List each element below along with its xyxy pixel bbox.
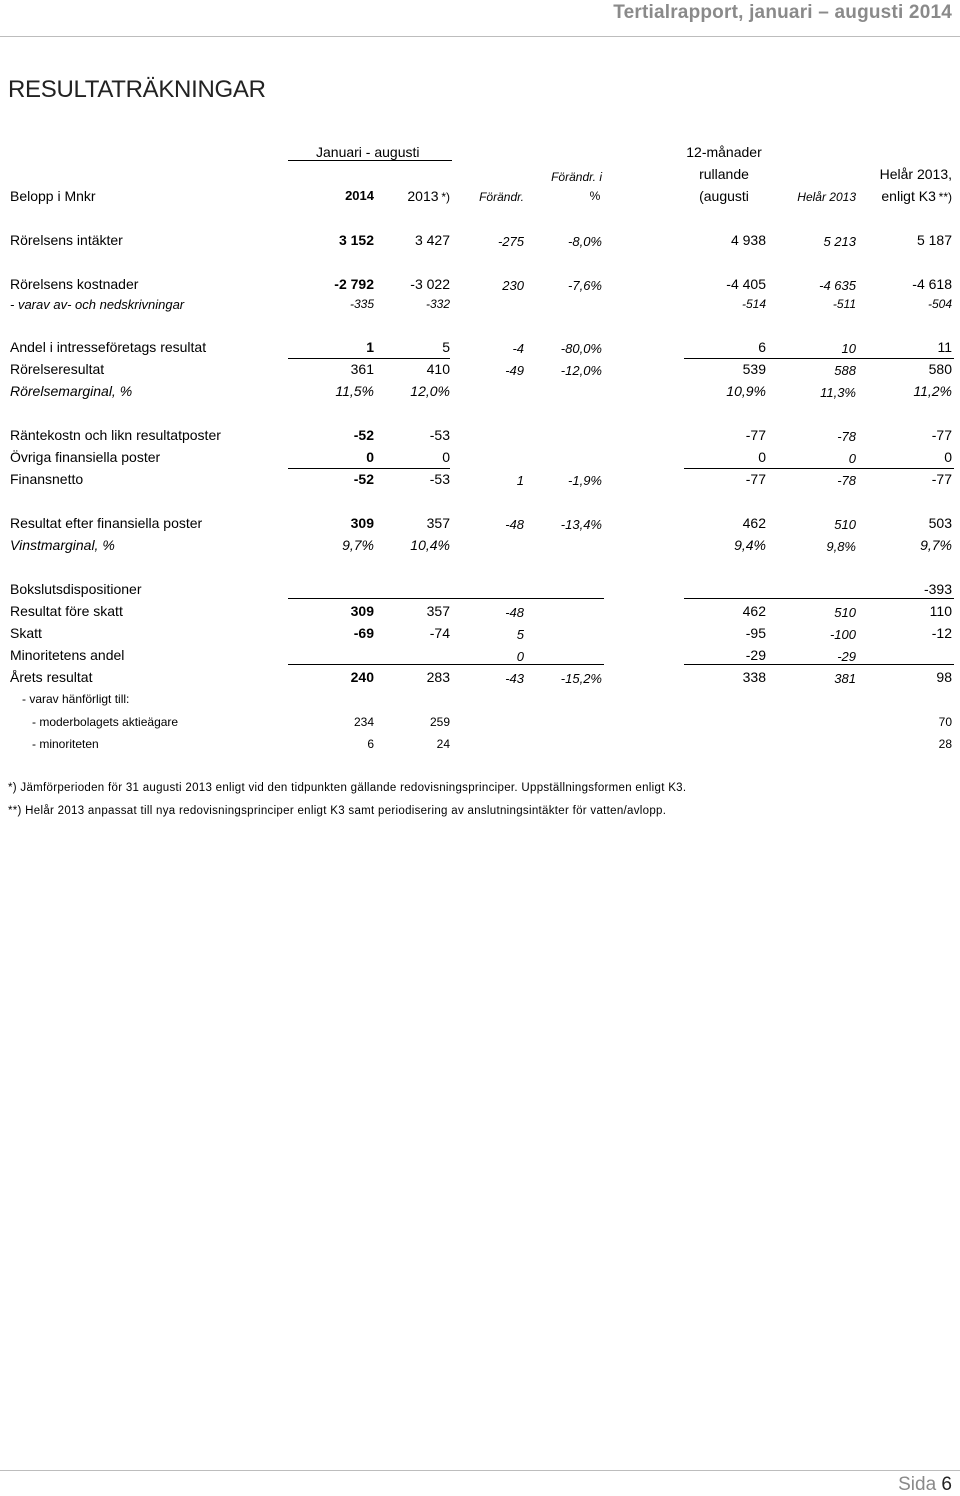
cell-h2013: 11,3% xyxy=(820,385,856,400)
helar-2013-header: Helår 2013 xyxy=(797,190,856,204)
cell-h2013: -4 635 xyxy=(819,278,856,293)
cell-v2014: -52 xyxy=(353,427,374,443)
cell-h2013: -78 xyxy=(837,429,856,444)
cell-roll: 462 xyxy=(742,603,766,619)
cell-v2014: 234 xyxy=(353,715,374,729)
row-label: - minoriteten xyxy=(32,737,99,751)
cell-k3: 28 xyxy=(938,737,952,751)
cell-pct: -80,0% xyxy=(560,341,602,356)
cell-v2013: 259 xyxy=(429,715,450,729)
row-label: Övriga finansiella poster xyxy=(10,449,161,465)
cell-v2013: 10,4% xyxy=(410,537,450,553)
cell-v2014: 361 xyxy=(350,361,374,377)
cell-roll: -4 405 xyxy=(726,276,766,292)
row-label: Resultat efter finansiella poster xyxy=(10,515,203,531)
row-label: Räntekostn och likn resultatposter xyxy=(10,427,221,443)
minority-underline-period xyxy=(288,664,604,665)
pct-change-header-1: Förändr. i xyxy=(551,170,602,184)
rolling-header-2: rullande xyxy=(699,166,749,182)
row-label: Årets resultat xyxy=(10,669,93,685)
cell-h2013: 381 xyxy=(834,671,856,686)
row-label: Finansnetto xyxy=(10,471,84,487)
cell-chg: -275 xyxy=(497,234,524,249)
cell-v2013: -3 022 xyxy=(410,276,450,292)
cell-k3: -77 xyxy=(931,427,952,443)
cell-roll: -514 xyxy=(741,297,766,311)
row-label: Andel i intresseföretags resultat xyxy=(10,339,207,355)
cell-v2014: 1 xyxy=(366,339,374,355)
k3-header-2: enligt K3 **) xyxy=(881,188,952,204)
cell-v2014: 309 xyxy=(350,603,374,619)
row-label: Rörelsemarginal, % xyxy=(10,383,133,399)
appropriations-underline-period xyxy=(288,598,604,599)
cell-pct: -12,0% xyxy=(560,363,602,378)
cell-roll: 4 938 xyxy=(730,232,766,248)
cell-v2014: 3 152 xyxy=(338,232,374,248)
cell-pct: -13,4% xyxy=(560,517,602,532)
cell-h2013: -78 xyxy=(837,473,856,488)
change-header: Förändr. xyxy=(479,190,524,204)
cell-v2014: 6 xyxy=(367,737,374,751)
row-label: - varav av- och nedskrivningar xyxy=(10,297,185,312)
cell-v2013: 410 xyxy=(426,361,450,377)
col-2013-header: 2013 *) xyxy=(407,188,450,204)
rolling-header-1: 12-månader xyxy=(686,144,762,160)
cell-v2013: 283 xyxy=(426,669,450,685)
appropriations-underline-rolling xyxy=(684,598,954,599)
cell-pct: -8,0% xyxy=(568,234,602,249)
row-label: - moderbolagets aktieägare xyxy=(32,715,179,729)
cell-k3: 70 xyxy=(938,715,952,729)
row-label: Minoritetens andel xyxy=(10,647,125,663)
footnote-1: *) Jämförperioden för 31 augusti 2013 enligt vid den tidpunkten gällande redovisningsprinciper. Uppställningsformen enligt K3. xyxy=(8,782,687,794)
cell-roll: 6 xyxy=(758,339,766,355)
row-label: Rörelseresultat xyxy=(10,361,105,377)
pct-change-header-2: % xyxy=(589,189,601,203)
footnote-2: **) Helår 2013 anpassat till nya redovisningsprinciper enligt K3 samt periodisering av anslutningsintäkter för vatten/avlopp. xyxy=(8,805,667,817)
col-2014-header: 2014 xyxy=(345,188,374,203)
cell-v2013: 357 xyxy=(426,515,450,531)
finance-underline-rolling xyxy=(684,468,954,469)
page-title: RESULTATRÄKNINGAR xyxy=(8,76,266,103)
cell-roll: -29 xyxy=(745,647,766,663)
cell-v2014: 11,5% xyxy=(335,383,374,399)
cell-roll: 0 xyxy=(758,449,766,465)
cell-v2014: -335 xyxy=(349,297,374,311)
cell-chg: 5 xyxy=(516,627,524,642)
subtotal-underline-rolling xyxy=(684,358,954,359)
cell-v2013: 357 xyxy=(426,603,450,619)
cell-roll: -95 xyxy=(745,625,766,641)
cell-v2013: 0 xyxy=(442,449,450,465)
cell-k3: -393 xyxy=(923,581,952,597)
cell-h2013: 510 xyxy=(834,517,856,532)
cell-v2014: -2 792 xyxy=(334,276,374,292)
cell-chg: -48 xyxy=(505,605,524,620)
row-label: Resultat före skatt xyxy=(10,603,123,619)
cell-v2013: 5 xyxy=(442,339,450,355)
cell-v2014: 9,7% xyxy=(342,537,374,553)
k3-header-1: Helår 2013, xyxy=(879,166,952,182)
cell-h2013: 9,8% xyxy=(826,539,856,554)
cell-k3: 0 xyxy=(944,449,952,465)
minority-underline-rolling xyxy=(684,664,954,665)
row-label: - varav hänförligt till: xyxy=(22,692,130,706)
cell-h2013: 510 xyxy=(834,605,856,620)
cell-k3: 11,2% xyxy=(913,383,952,399)
cell-h2013: -100 xyxy=(829,627,856,642)
cell-v2013: 12,0% xyxy=(410,383,450,399)
row-label: Rörelsens kostnader xyxy=(10,276,139,292)
cell-chg: -49 xyxy=(505,363,524,378)
cell-k3: 580 xyxy=(928,361,952,377)
cell-k3: 9,7% xyxy=(920,537,952,553)
cell-v2014: -52 xyxy=(353,471,374,487)
cell-k3: 11 xyxy=(937,339,952,355)
belopp-header: Belopp i Mnkr xyxy=(10,188,96,204)
cell-v2013: -74 xyxy=(429,625,450,641)
cell-roll: -77 xyxy=(745,471,766,487)
cell-roll: 462 xyxy=(742,515,766,531)
cell-v2013: -53 xyxy=(429,427,450,443)
cell-roll: 338 xyxy=(742,669,766,685)
cell-h2013: 588 xyxy=(834,363,856,378)
cell-chg: -4 xyxy=(512,341,524,356)
period-group-underline xyxy=(288,160,452,161)
cell-k3: 5 187 xyxy=(916,232,952,248)
row-label: Rörelsens intäkter xyxy=(10,232,123,248)
cell-roll: -77 xyxy=(745,427,766,443)
cell-chg: 0 xyxy=(516,649,524,664)
cell-chg: 230 xyxy=(502,278,524,293)
cell-k3: -12 xyxy=(931,625,952,641)
period-group-header: Januari - augusti xyxy=(316,144,420,160)
cell-pct: -1,9% xyxy=(568,473,602,488)
page-number: Sida 6 xyxy=(898,1474,952,1495)
cell-v2014: 309 xyxy=(350,515,374,531)
cell-v2013: 3 427 xyxy=(414,232,450,248)
cell-v2013: -332 xyxy=(425,297,450,311)
cell-k3: 503 xyxy=(928,515,952,531)
cell-k3: -77 xyxy=(931,471,952,487)
cell-pct: -7,6% xyxy=(568,278,602,293)
cell-chg: 1 xyxy=(516,473,524,488)
cell-k3: 110 xyxy=(929,603,952,619)
report-header-title: Tertialrapport, januari – augusti 2014 xyxy=(613,2,952,23)
cell-v2013: -53 xyxy=(429,471,450,487)
cell-v2014: 0 xyxy=(366,449,374,465)
cell-k3: 98 xyxy=(936,669,952,685)
cell-roll: 9,4% xyxy=(734,537,766,553)
cell-h2013: 10 xyxy=(841,341,856,356)
row-label: Vinstmarginal, % xyxy=(10,537,115,553)
cell-v2014: -69 xyxy=(353,625,374,641)
row-label: Bokslutsdispositioner xyxy=(10,581,142,597)
header-divider xyxy=(0,36,960,37)
row-label: Skatt xyxy=(10,625,42,641)
cell-h2013: -29 xyxy=(837,649,856,664)
rolling-header-3: (augusti xyxy=(699,188,749,204)
cell-v2013: 24 xyxy=(436,737,450,751)
cell-h2013: 5 213 xyxy=(823,234,856,249)
cell-roll: 10,9% xyxy=(726,383,766,399)
cell-chg: -48 xyxy=(505,517,524,532)
cell-roll: 539 xyxy=(742,361,766,377)
cell-h2013: 0 xyxy=(848,451,856,466)
cell-pct: -15,2% xyxy=(560,671,602,686)
subtotal-underline-period xyxy=(288,358,450,359)
finance-underline-period xyxy=(288,468,450,469)
footer-divider xyxy=(0,1470,960,1471)
cell-k3: -4 618 xyxy=(912,276,952,292)
cell-k3: -504 xyxy=(927,297,952,311)
cell-h2013: -511 xyxy=(832,297,856,311)
cell-chg: -43 xyxy=(505,671,524,686)
cell-v2014: 240 xyxy=(350,669,374,685)
